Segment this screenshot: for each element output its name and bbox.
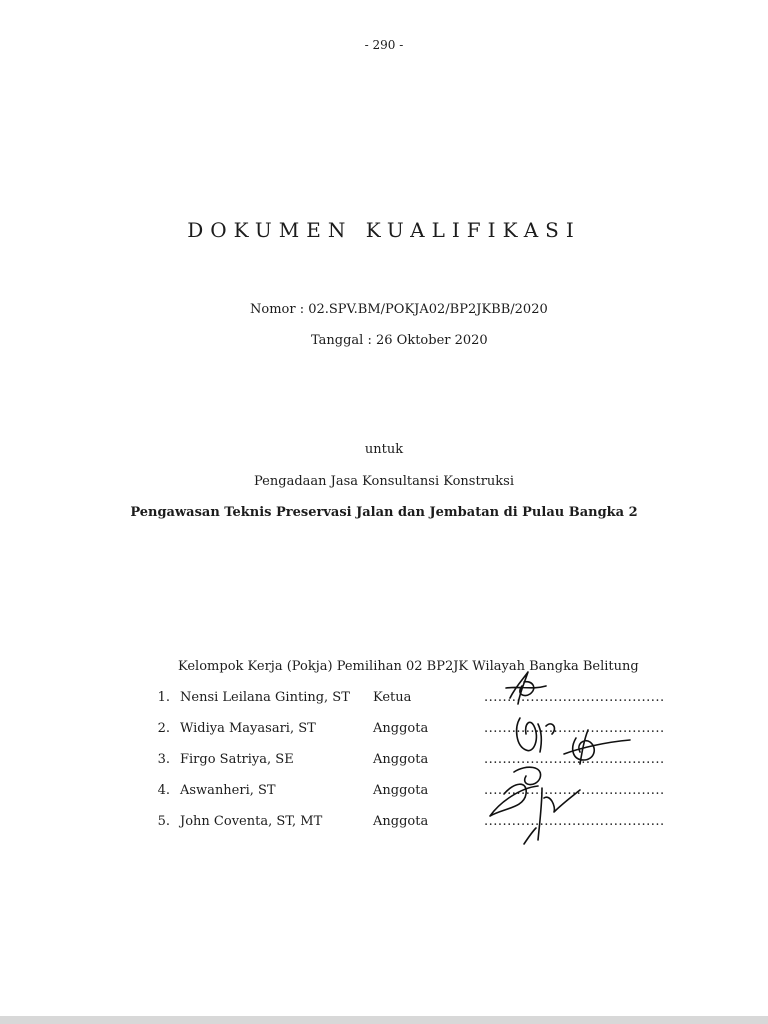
procurement-type: Pengadaan Jasa Konsultansi Konstruksi: [254, 474, 514, 489]
list-item: [0, 721, 768, 741]
signature-line: .......................................: [484, 783, 665, 798]
member-role: Anggota: [373, 814, 429, 829]
list-item: [0, 690, 768, 710]
signature-line: .......................................: [484, 690, 665, 705]
project-title: Pengawasan Teknis Preservasi Jalan dan Jembatan di Pulau Bangka 2: [130, 505, 638, 520]
member-role: Anggota: [373, 721, 429, 736]
document-title: DOKUMEN KUALIFIKASI: [187, 218, 581, 242]
handwritten-signatures: [480, 668, 640, 848]
member-number: 1.: [157, 690, 170, 705]
member-number: 5.: [157, 814, 170, 829]
signature-line: .......................................: [484, 721, 665, 736]
document-date: Tanggal : 26 Oktober 2020: [311, 333, 488, 348]
member-name: Nensi Leilana Ginting, ST: [180, 690, 350, 705]
member-number: 3.: [157, 752, 170, 767]
member-name: Widiya Mayasari, ST: [180, 721, 316, 736]
member-name: Firgo Satriya, SE: [180, 752, 294, 767]
signature-line: .......................................: [484, 752, 665, 767]
member-role: Anggota: [373, 783, 429, 798]
list-item: [0, 752, 768, 772]
scan-edge: [0, 1016, 768, 1024]
member-name: Aswanheri, ST: [180, 783, 276, 798]
member-number: 4.: [157, 783, 170, 798]
list-item: [0, 783, 768, 803]
page-number: - 290 -: [364, 38, 404, 52]
member-role: Anggota: [373, 752, 429, 767]
member-name: John Coventa, ST, MT: [180, 814, 323, 829]
member-role: Ketua: [373, 690, 412, 705]
for-label: untuk: [364, 442, 404, 457]
signature-line: .......................................: [484, 814, 665, 829]
document-number: Nomor : 02.SPV.BM/POKJA02/BP2JKBB/2020: [250, 302, 548, 317]
member-number: 2.: [157, 721, 170, 736]
committee-heading: Kelompok Kerja (Pokja) Pemilihan 02 BP2JK Wilayah Bangka Belitung: [178, 659, 639, 674]
list-item: [0, 814, 768, 834]
